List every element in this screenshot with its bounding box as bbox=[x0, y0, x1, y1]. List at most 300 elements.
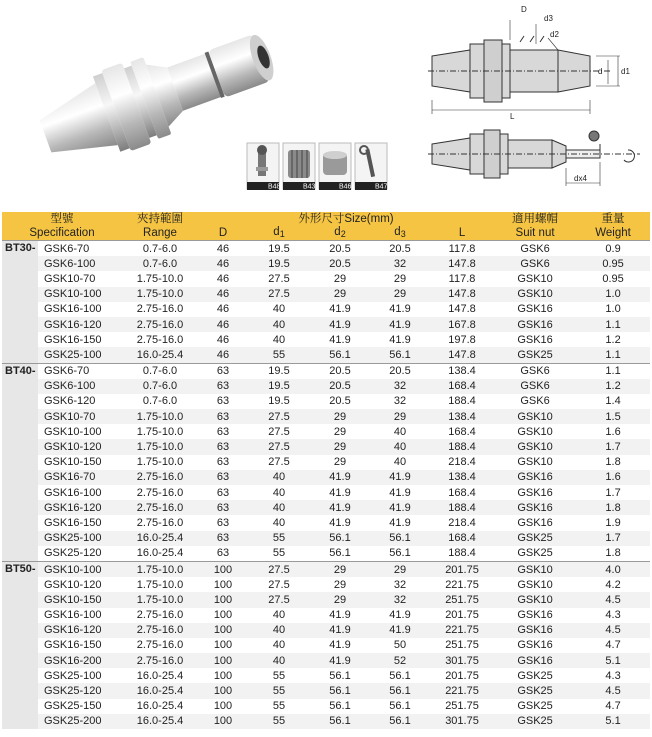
cell-d2: 56.1 bbox=[310, 714, 370, 729]
header-nut-cn: 適用螺帽 bbox=[494, 212, 576, 226]
cell-D: 100 bbox=[213, 578, 233, 591]
cell-L: 117.8 bbox=[430, 241, 494, 257]
table-row bbox=[2, 455, 650, 470]
cell-d3: 56.1 bbox=[389, 669, 411, 682]
cell-d2: 29 bbox=[333, 272, 347, 285]
table-row bbox=[2, 409, 650, 424]
cell-nut: GSK6 bbox=[494, 363, 576, 379]
cell-L: 147.8 bbox=[430, 287, 494, 302]
cell-spec: GSK6-100 bbox=[38, 379, 122, 394]
cell-range: 0.7-6.0 bbox=[122, 379, 198, 394]
cell-D: 63 bbox=[216, 456, 230, 469]
cell-range: 2.75-16.0 bbox=[136, 486, 184, 499]
cell-d1: 27.5 bbox=[248, 592, 310, 607]
cell-spec: GSK25-150 bbox=[44, 700, 102, 713]
cell-spec: GSK10-120 bbox=[44, 578, 102, 591]
cell-d1: 19.5 bbox=[248, 256, 310, 271]
cell-D: 46 bbox=[198, 347, 248, 363]
table-row bbox=[2, 608, 650, 623]
cell-L: 218.4 bbox=[448, 516, 476, 529]
cell-L: 201.75 bbox=[430, 561, 494, 577]
series-label: BT40- bbox=[2, 363, 38, 561]
cell-d1: 55 bbox=[248, 347, 310, 363]
dim-label-d3: d3 bbox=[544, 14, 553, 23]
cell-nut: GSK25 bbox=[494, 714, 576, 729]
header-d1 bbox=[248, 226, 310, 241]
table-row bbox=[2, 241, 650, 257]
cell-D: 46 bbox=[198, 317, 248, 332]
cell-spec: GSK16-120 bbox=[38, 623, 122, 638]
cell-range: 1.75-10.0 bbox=[122, 439, 198, 454]
cell-D: 100 bbox=[198, 653, 248, 668]
cell-d2: 41.9 bbox=[329, 516, 351, 529]
spec-table bbox=[2, 212, 650, 729]
cell-D: 46 bbox=[216, 272, 230, 285]
cell-weight: 0.95 bbox=[602, 272, 624, 285]
cell-nut: GSK6 bbox=[494, 379, 576, 394]
cell-d2: 41.9 bbox=[310, 653, 370, 668]
cell-d2: 29 bbox=[333, 425, 347, 438]
cell-d3: 52 bbox=[370, 653, 430, 668]
accessory-thumbnails bbox=[247, 143, 388, 191]
cell-weight: 1.1 bbox=[576, 317, 650, 332]
cell-range: 2.75-16.0 bbox=[136, 609, 184, 622]
dim-label-D: D bbox=[521, 5, 527, 14]
cell-d3: 41.9 bbox=[389, 333, 411, 346]
cell-D: 100 bbox=[213, 700, 233, 713]
cell-range: 16.0-25.4 bbox=[122, 531, 198, 546]
cell-d2: 56.1 bbox=[310, 683, 370, 698]
cell-L: 147.8 bbox=[430, 347, 494, 363]
cell-d2: 41.9 bbox=[310, 500, 370, 515]
cell-d1: 55 bbox=[272, 669, 286, 682]
cell-d3: 40 bbox=[393, 456, 407, 469]
cell-weight: 4.2 bbox=[605, 578, 621, 591]
cell-nut: GSK25 bbox=[494, 531, 576, 546]
cell-D: 63 bbox=[198, 409, 248, 424]
table-row bbox=[2, 485, 650, 500]
dim-label-d1: d1 bbox=[621, 67, 630, 76]
cell-d1: 27.5 bbox=[248, 409, 310, 424]
cell-range: 2.75-16.0 bbox=[136, 639, 184, 652]
cell-L: 251.75 bbox=[430, 592, 494, 607]
cell-spec: GSK6-70 bbox=[38, 363, 122, 379]
cell-D: 63 bbox=[198, 379, 248, 394]
cell-d1: 40 bbox=[248, 653, 310, 668]
cell-d3: 40 bbox=[370, 439, 430, 454]
cell-weight: 5.1 bbox=[576, 714, 650, 729]
table-row bbox=[2, 256, 650, 271]
table-row bbox=[2, 515, 650, 530]
cell-spec: GSK16-200 bbox=[38, 653, 122, 668]
cell-nut: GSK10 bbox=[517, 425, 553, 438]
cell-spec: GSK6-70 bbox=[38, 241, 122, 257]
cell-L: 167.8 bbox=[430, 317, 494, 332]
cell-spec: GSK16-100 bbox=[44, 486, 102, 499]
cell-weight: 1.1 bbox=[576, 363, 650, 379]
cell-d2: 41.9 bbox=[310, 623, 370, 638]
accessory-label: B47 bbox=[375, 183, 388, 191]
cell-L: 117.8 bbox=[448, 272, 476, 285]
cell-d1: 40 bbox=[272, 516, 286, 529]
table-row bbox=[2, 577, 650, 592]
cell-range: 0.7-6.0 bbox=[122, 256, 198, 271]
cell-spec: GSK25-100 bbox=[44, 669, 102, 682]
illustration-area bbox=[0, 0, 652, 200]
cell-d3: 56.1 bbox=[389, 547, 411, 560]
cell-L: 138.4 bbox=[430, 363, 494, 379]
cell-d1: 40 bbox=[248, 500, 310, 515]
cell-d1: 19.5 bbox=[248, 379, 310, 394]
cell-nut: GSK10 bbox=[494, 439, 576, 454]
cell-L: 188.4 bbox=[430, 500, 494, 515]
cell-range: 1.75-10.0 bbox=[122, 561, 198, 577]
cell-spec: GSK16-70 bbox=[38, 470, 122, 485]
cell-range: 1.75-10.0 bbox=[136, 578, 184, 591]
cell-weight: 1.7 bbox=[576, 439, 650, 454]
cell-L: 251.75 bbox=[445, 639, 479, 652]
cell-d1: 27.5 bbox=[248, 439, 310, 454]
cell-range: 1.75-10.0 bbox=[122, 592, 198, 607]
header-weight-en: Weight bbox=[576, 226, 650, 241]
header-nut-en: Suit nut bbox=[494, 226, 576, 241]
cell-d2: 56.1 bbox=[310, 531, 370, 546]
cell-D: 63 bbox=[216, 547, 230, 560]
cell-D: 100 bbox=[198, 561, 248, 577]
table-row bbox=[2, 561, 650, 577]
cell-d1: 19.5 bbox=[248, 241, 310, 257]
cell-L: 138.4 bbox=[430, 409, 494, 424]
cell-L: 168.4 bbox=[430, 379, 494, 394]
cell-spec: GSK25-200 bbox=[38, 714, 122, 729]
accessory-b48 bbox=[247, 143, 281, 191]
cell-range: 1.75-10.0 bbox=[136, 272, 184, 285]
cell-L: 138.4 bbox=[430, 470, 494, 485]
cell-d3: 56.1 bbox=[389, 700, 411, 713]
technical-drawing-top bbox=[428, 20, 620, 114]
cell-d3: 41.9 bbox=[370, 500, 430, 515]
cell-range: 1.75-10.0 bbox=[136, 425, 184, 438]
cell-nut: GSK10 bbox=[517, 456, 553, 469]
cell-d3: 29 bbox=[393, 272, 407, 285]
cell-spec: GSK16-120 bbox=[38, 317, 122, 332]
dim-label-d2: d2 bbox=[550, 30, 559, 39]
cell-d3: 41.9 bbox=[389, 516, 411, 529]
cell-nut: GSK16 bbox=[517, 516, 553, 529]
cell-weight: 4.7 bbox=[605, 639, 621, 652]
dim-label-L: L bbox=[510, 112, 515, 121]
cell-D: 63 bbox=[198, 531, 248, 546]
cell-nut: GSK16 bbox=[494, 470, 576, 485]
cell-spec: GSK10-150 bbox=[38, 592, 122, 607]
cell-L: 147.8 bbox=[448, 303, 476, 316]
header-d1-sub: 1 bbox=[279, 229, 285, 239]
cell-spec: GSK10-120 bbox=[38, 439, 122, 454]
cell-nut: GSK16 bbox=[517, 303, 553, 316]
cell-d1: 19.5 bbox=[268, 395, 290, 408]
cell-L: 301.75 bbox=[430, 714, 494, 729]
cell-L: 251.75 bbox=[445, 700, 479, 713]
cell-d1: 40 bbox=[272, 639, 286, 652]
table-header bbox=[2, 212, 650, 241]
cell-weight: 4.5 bbox=[576, 592, 650, 607]
cell-nut: GSK16 bbox=[517, 609, 553, 622]
cell-nut: GSK16 bbox=[494, 317, 576, 332]
cell-spec: GSK10-70 bbox=[44, 272, 96, 285]
cell-weight: 1.2 bbox=[576, 379, 650, 394]
cell-d2: 56.1 bbox=[310, 347, 370, 363]
cell-range: 16.0-25.4 bbox=[122, 347, 198, 363]
cell-nut: GSK16 bbox=[494, 653, 576, 668]
header-weight-cn: 重量 bbox=[576, 212, 650, 226]
cell-d2: 20.5 bbox=[329, 395, 351, 408]
cell-d3: 32 bbox=[370, 592, 430, 607]
cell-spec: GSK10-100 bbox=[38, 561, 122, 577]
cell-nut: GSK6 bbox=[494, 241, 576, 257]
cell-d3: 20.5 bbox=[370, 363, 430, 379]
cell-nut: GSK25 bbox=[517, 669, 553, 682]
header-d2-base: d bbox=[334, 226, 341, 238]
cell-D: 46 bbox=[198, 287, 248, 302]
cell-D: 46 bbox=[198, 256, 248, 271]
spec-table-container bbox=[2, 212, 650, 729]
cell-nut: GSK25 bbox=[517, 547, 553, 560]
cell-nut: GSK10 bbox=[494, 287, 576, 302]
cell-range: 0.7-6.0 bbox=[122, 241, 198, 257]
cell-d2: 41.9 bbox=[329, 333, 351, 346]
cell-range: 2.75-16.0 bbox=[122, 500, 198, 515]
table-row bbox=[2, 332, 650, 347]
table-row bbox=[2, 271, 650, 286]
table-row bbox=[2, 424, 650, 439]
cell-d1: 40 bbox=[272, 609, 286, 622]
header-d1-base: d bbox=[273, 226, 280, 238]
cell-range: 2.75-16.0 bbox=[136, 303, 184, 316]
cell-spec: GSK25-100 bbox=[38, 531, 122, 546]
header-d3-sub: 3 bbox=[400, 229, 406, 239]
cell-weight: 4.7 bbox=[605, 700, 621, 713]
cell-d2: 56.1 bbox=[329, 547, 351, 560]
cell-L: 168.4 bbox=[430, 531, 494, 546]
cell-d1: 40 bbox=[272, 303, 286, 316]
header-spec-en: Specification bbox=[2, 226, 122, 241]
cell-L: 221.75 bbox=[445, 578, 479, 591]
cell-d3: 41.9 bbox=[389, 486, 411, 499]
cell-d2: 41.9 bbox=[329, 486, 351, 499]
table-row bbox=[2, 470, 650, 485]
cell-range: 0.7-6.0 bbox=[142, 395, 178, 408]
cell-weight: 1.2 bbox=[605, 333, 621, 346]
cell-d1: 55 bbox=[248, 683, 310, 698]
cell-spec: GSK25-120 bbox=[44, 547, 102, 560]
cell-spec: GSK10-100 bbox=[38, 287, 122, 302]
cell-d3: 40 bbox=[393, 425, 407, 438]
cell-d2: 29 bbox=[310, 439, 370, 454]
header-L: L bbox=[430, 226, 494, 241]
cell-D: 63 bbox=[198, 439, 248, 454]
cell-D: 63 bbox=[216, 425, 230, 438]
cell-D: 100 bbox=[198, 592, 248, 607]
cell-weight: 1.5 bbox=[576, 409, 650, 424]
cell-L: 188.4 bbox=[448, 395, 476, 408]
cell-d1: 40 bbox=[272, 333, 286, 346]
dim-label-dx4: dx4 bbox=[574, 174, 587, 183]
cell-weight: 0.9 bbox=[576, 241, 650, 257]
cell-d3: 41.9 bbox=[389, 303, 411, 316]
cell-D: 100 bbox=[198, 714, 248, 729]
cell-weight: 4.5 bbox=[576, 623, 650, 638]
table-row bbox=[2, 592, 650, 607]
cell-d2: 41.9 bbox=[310, 317, 370, 332]
cell-d2: 56.1 bbox=[329, 700, 351, 713]
header-size-group: 外形尺寸Size(mm) bbox=[198, 212, 494, 226]
cell-weight: 1.8 bbox=[576, 500, 650, 515]
cell-range: 0.7-6.0 bbox=[122, 363, 198, 379]
cell-d1: 27.5 bbox=[248, 287, 310, 302]
cell-weight: 1.8 bbox=[605, 456, 621, 469]
cell-spec: GSK6-100 bbox=[38, 256, 122, 271]
cell-spec: GSK6-120 bbox=[44, 395, 96, 408]
cell-weight: 5.1 bbox=[576, 653, 650, 668]
cell-d1: 55 bbox=[248, 531, 310, 546]
cell-spec: GSK10-150 bbox=[44, 456, 102, 469]
cell-d1: 40 bbox=[248, 317, 310, 332]
accessory-b47 bbox=[355, 143, 388, 191]
cell-nut: GSK10 bbox=[494, 409, 576, 424]
cell-range: 2.75-16.0 bbox=[122, 623, 198, 638]
table-row bbox=[2, 668, 650, 683]
cell-d3: 32 bbox=[393, 395, 407, 408]
cell-L: 201.75 bbox=[445, 669, 479, 682]
cell-L: 147.8 bbox=[430, 256, 494, 271]
table-row bbox=[2, 546, 650, 562]
cell-nut: GSK16 bbox=[494, 623, 576, 638]
illustration-svg bbox=[0, 0, 652, 200]
cell-D: 100 bbox=[213, 669, 233, 682]
accessory-label: B43 bbox=[303, 183, 316, 191]
cell-weight: 1.7 bbox=[576, 531, 650, 546]
cell-d2: 56.1 bbox=[329, 669, 351, 682]
technical-drawing-bottom bbox=[428, 130, 640, 186]
cell-d1: 27.5 bbox=[268, 456, 290, 469]
cell-d1: 55 bbox=[248, 714, 310, 729]
cell-d2: 29 bbox=[333, 578, 347, 591]
cell-range: 2.75-16.0 bbox=[136, 333, 184, 346]
cell-d2: 20.5 bbox=[310, 363, 370, 379]
cell-spec: GSK16-100 bbox=[44, 609, 102, 622]
table-row bbox=[2, 347, 650, 363]
cell-d3: 29 bbox=[370, 561, 430, 577]
cell-D: 100 bbox=[198, 623, 248, 638]
cell-d2: 29 bbox=[310, 592, 370, 607]
cell-range: 16.0-25.4 bbox=[136, 547, 184, 560]
table-row bbox=[2, 317, 650, 332]
cell-weight: 1.6 bbox=[576, 470, 650, 485]
cell-weight: 4.5 bbox=[576, 683, 650, 698]
table-row bbox=[2, 714, 650, 729]
table-row bbox=[2, 623, 650, 638]
cell-D: 63 bbox=[216, 395, 230, 408]
cell-weight: 1.4 bbox=[605, 395, 621, 408]
cell-nut: GSK25 bbox=[494, 683, 576, 698]
cell-range: 16.0-25.4 bbox=[122, 683, 198, 698]
cell-range: 2.75-16.0 bbox=[122, 470, 198, 485]
cell-spec: GSK10-70 bbox=[38, 409, 122, 424]
cell-nut: GSK10 bbox=[494, 561, 576, 577]
cell-d2: 41.9 bbox=[329, 303, 351, 316]
cell-d3: 41.9 bbox=[389, 609, 411, 622]
header-d3 bbox=[370, 226, 430, 241]
cell-d1: 40 bbox=[248, 470, 310, 485]
cell-d2: 20.5 bbox=[310, 256, 370, 271]
cell-d3: 50 bbox=[393, 639, 407, 652]
cell-nut: GSK10 bbox=[517, 578, 553, 591]
cell-nut: GSK16 bbox=[517, 639, 553, 652]
cell-d2: 29 bbox=[310, 561, 370, 577]
cell-range: 16.0-25.4 bbox=[136, 669, 184, 682]
cell-L: 201.75 bbox=[445, 609, 479, 622]
cell-weight: 1.1 bbox=[576, 347, 650, 363]
cell-d2: 41.9 bbox=[329, 609, 351, 622]
cell-weight: 1.6 bbox=[605, 425, 621, 438]
cell-d2: 20.5 bbox=[310, 241, 370, 257]
cell-L: 218.4 bbox=[448, 456, 476, 469]
cell-d3: 32 bbox=[393, 578, 407, 591]
accessory-b46 bbox=[319, 143, 352, 191]
cell-d2: 41.9 bbox=[329, 639, 351, 652]
cell-spec: GSK10-100 bbox=[44, 425, 102, 438]
series-label: BT30- bbox=[2, 241, 38, 364]
cell-weight: 1.9 bbox=[605, 516, 621, 529]
cell-d3: 32 bbox=[370, 379, 430, 394]
cell-d3: 56.1 bbox=[370, 531, 430, 546]
cell-L: 221.75 bbox=[430, 683, 494, 698]
cell-nut: GSK16 bbox=[517, 333, 553, 346]
header-d2 bbox=[310, 226, 370, 241]
cell-d1: 27.5 bbox=[268, 272, 290, 285]
cell-L: 188.4 bbox=[430, 439, 494, 454]
cell-weight: 1.8 bbox=[605, 547, 621, 560]
header-range-cn: 夾持範圍 bbox=[122, 212, 198, 226]
dim-label-d: d bbox=[598, 67, 603, 76]
cell-d2: 41.9 bbox=[310, 470, 370, 485]
cell-d3: 56.1 bbox=[370, 683, 430, 698]
cell-weight: 4.3 bbox=[605, 609, 621, 622]
cell-d2: 29 bbox=[310, 409, 370, 424]
cell-d1: 27.5 bbox=[268, 578, 290, 591]
cell-D: 63 bbox=[198, 363, 248, 379]
cell-nut: GSK10 bbox=[494, 592, 576, 607]
cell-spec: GSK16-150 bbox=[44, 333, 102, 346]
table-body bbox=[2, 241, 650, 730]
cell-weight: 4.3 bbox=[605, 669, 621, 682]
cell-d2: 29 bbox=[333, 456, 347, 469]
cell-range: 1.75-10.0 bbox=[122, 287, 198, 302]
cell-D: 100 bbox=[213, 609, 233, 622]
cell-L: 301.75 bbox=[430, 653, 494, 668]
cell-L: 188.4 bbox=[448, 547, 476, 560]
cell-D: 63 bbox=[198, 500, 248, 515]
cell-nut: GSK6 bbox=[494, 256, 576, 271]
cell-range: 16.0-25.4 bbox=[122, 714, 198, 729]
cell-range: 2.75-16.0 bbox=[136, 516, 184, 529]
cell-range: 1.75-10.0 bbox=[122, 409, 198, 424]
cell-d1: 55 bbox=[272, 700, 286, 713]
table-row bbox=[2, 638, 650, 653]
cell-spec: GSK16-100 bbox=[44, 303, 102, 316]
cell-d3: 29 bbox=[370, 409, 430, 424]
cell-spec: GSK25-120 bbox=[38, 683, 122, 698]
